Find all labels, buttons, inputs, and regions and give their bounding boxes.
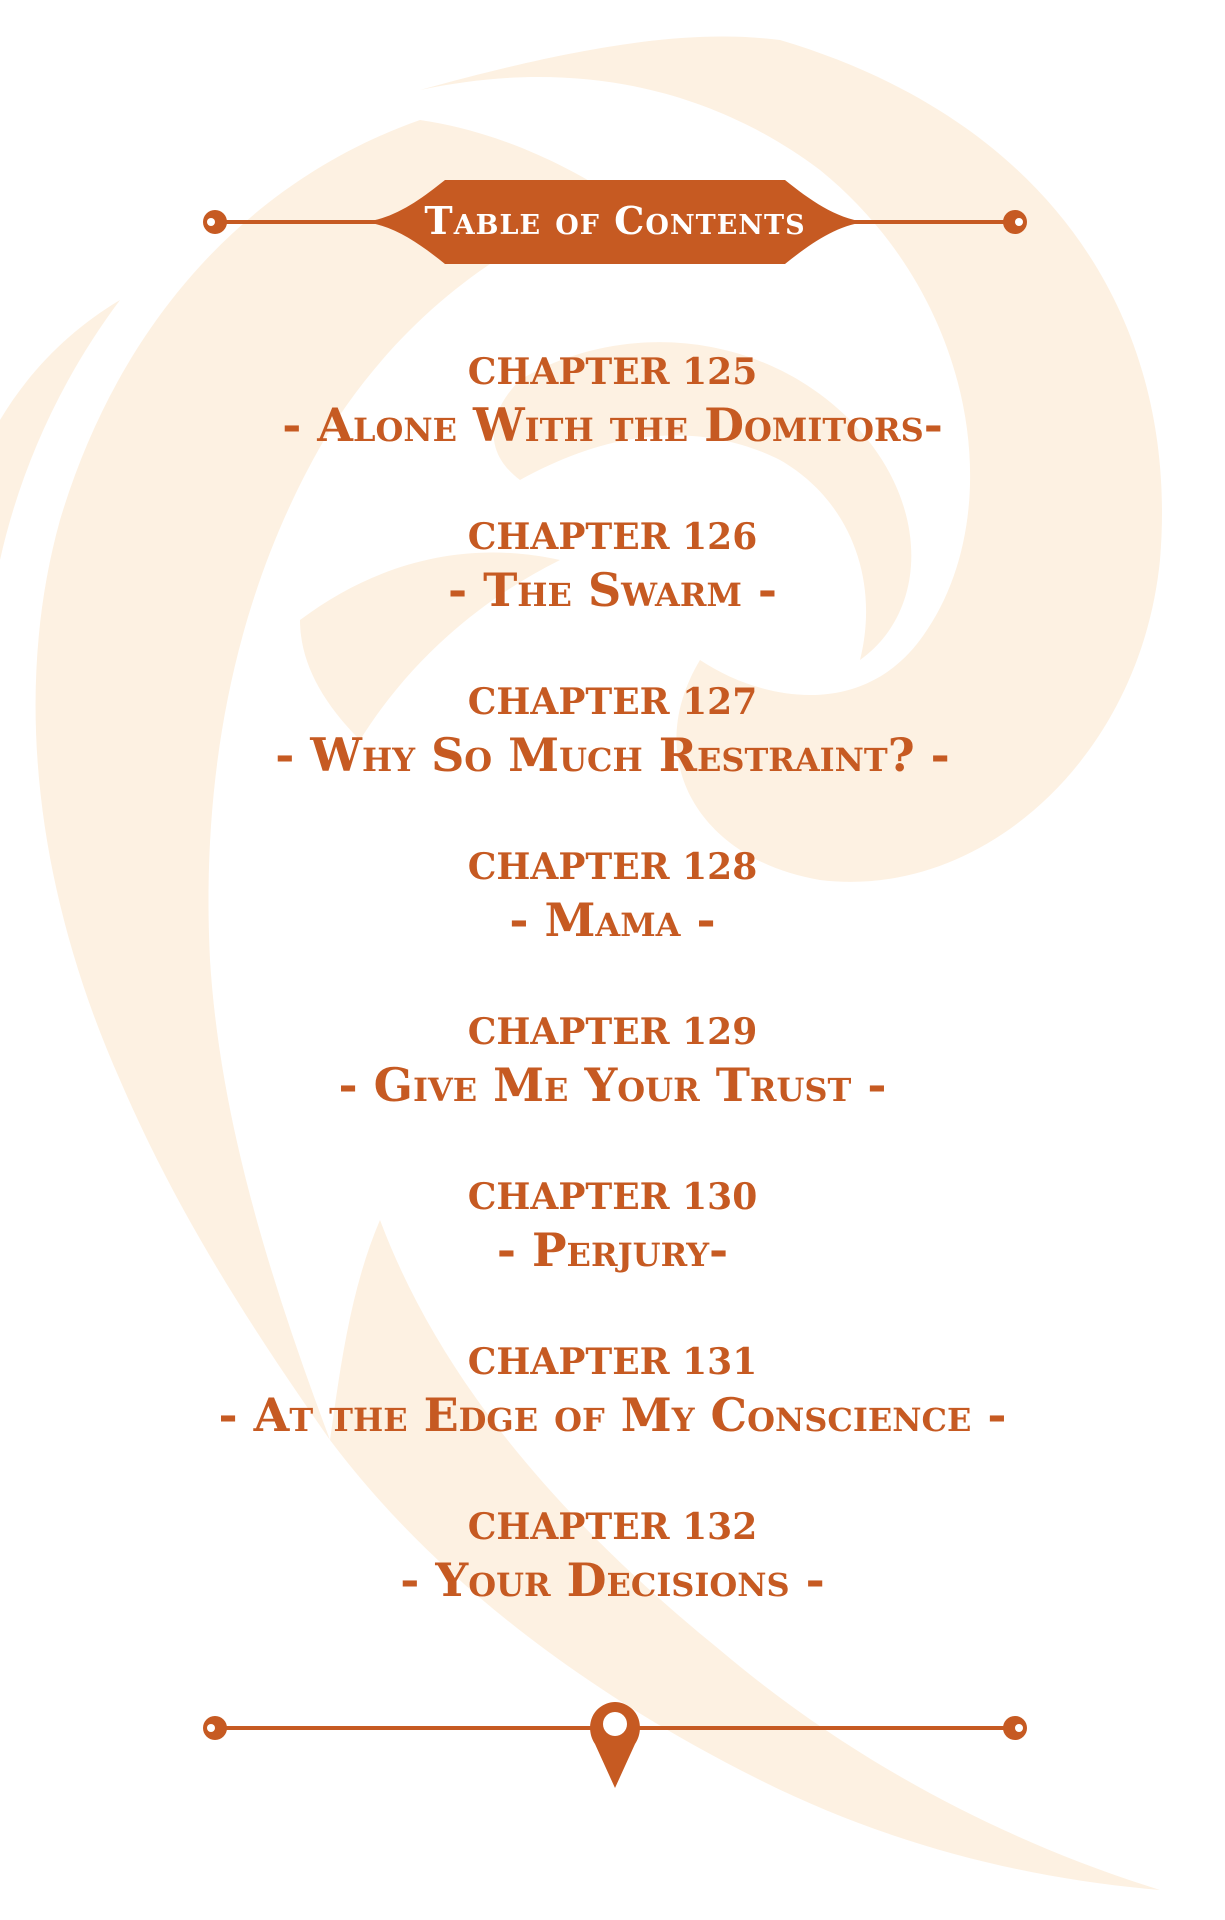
- chapter-number: CHAPTER 127: [467, 681, 758, 723]
- list-item[interactable]: [0, 513, 1225, 678]
- chapter-title: - Perjury-: [496, 1223, 729, 1277]
- toc-list: [0, 348, 1225, 1668]
- chapter-title: - The Swarm -: [447, 563, 778, 617]
- chapter-title: - Your Decisions -: [400, 1553, 825, 1607]
- list-item[interactable]: [0, 348, 1225, 513]
- list-item[interactable]: [0, 1008, 1225, 1173]
- list-item[interactable]: [0, 1503, 1225, 1668]
- chapter-number: CHAPTER 129: [467, 1011, 758, 1053]
- chapter-number: CHAPTER 132: [467, 1506, 758, 1548]
- list-item[interactable]: [0, 1173, 1225, 1338]
- chapter-title: - Give Me Your Trust -: [338, 1058, 887, 1112]
- list-item[interactable]: [0, 678, 1225, 843]
- chapter-number: CHAPTER 125: [467, 351, 758, 393]
- page-title: Table of Contents: [424, 198, 806, 243]
- map-pin-divider-icon: [195, 1700, 1035, 1790]
- chapter-title: - Alone With the Domitors-: [282, 398, 943, 452]
- chapter-title: - At the Edge of My Conscience -: [218, 1388, 1007, 1442]
- chapter-number: CHAPTER 128: [467, 846, 758, 888]
- list-item[interactable]: [0, 843, 1225, 1008]
- chapter-number: CHAPTER 131: [467, 1341, 758, 1383]
- chapter-number: CHAPTER 130: [467, 1176, 758, 1218]
- chapter-title: - Why So Much Restraint? -: [275, 728, 950, 782]
- chapter-number: CHAPTER 126: [467, 516, 758, 558]
- chapter-title: - Mama -: [509, 893, 716, 947]
- list-item[interactable]: [0, 1338, 1225, 1503]
